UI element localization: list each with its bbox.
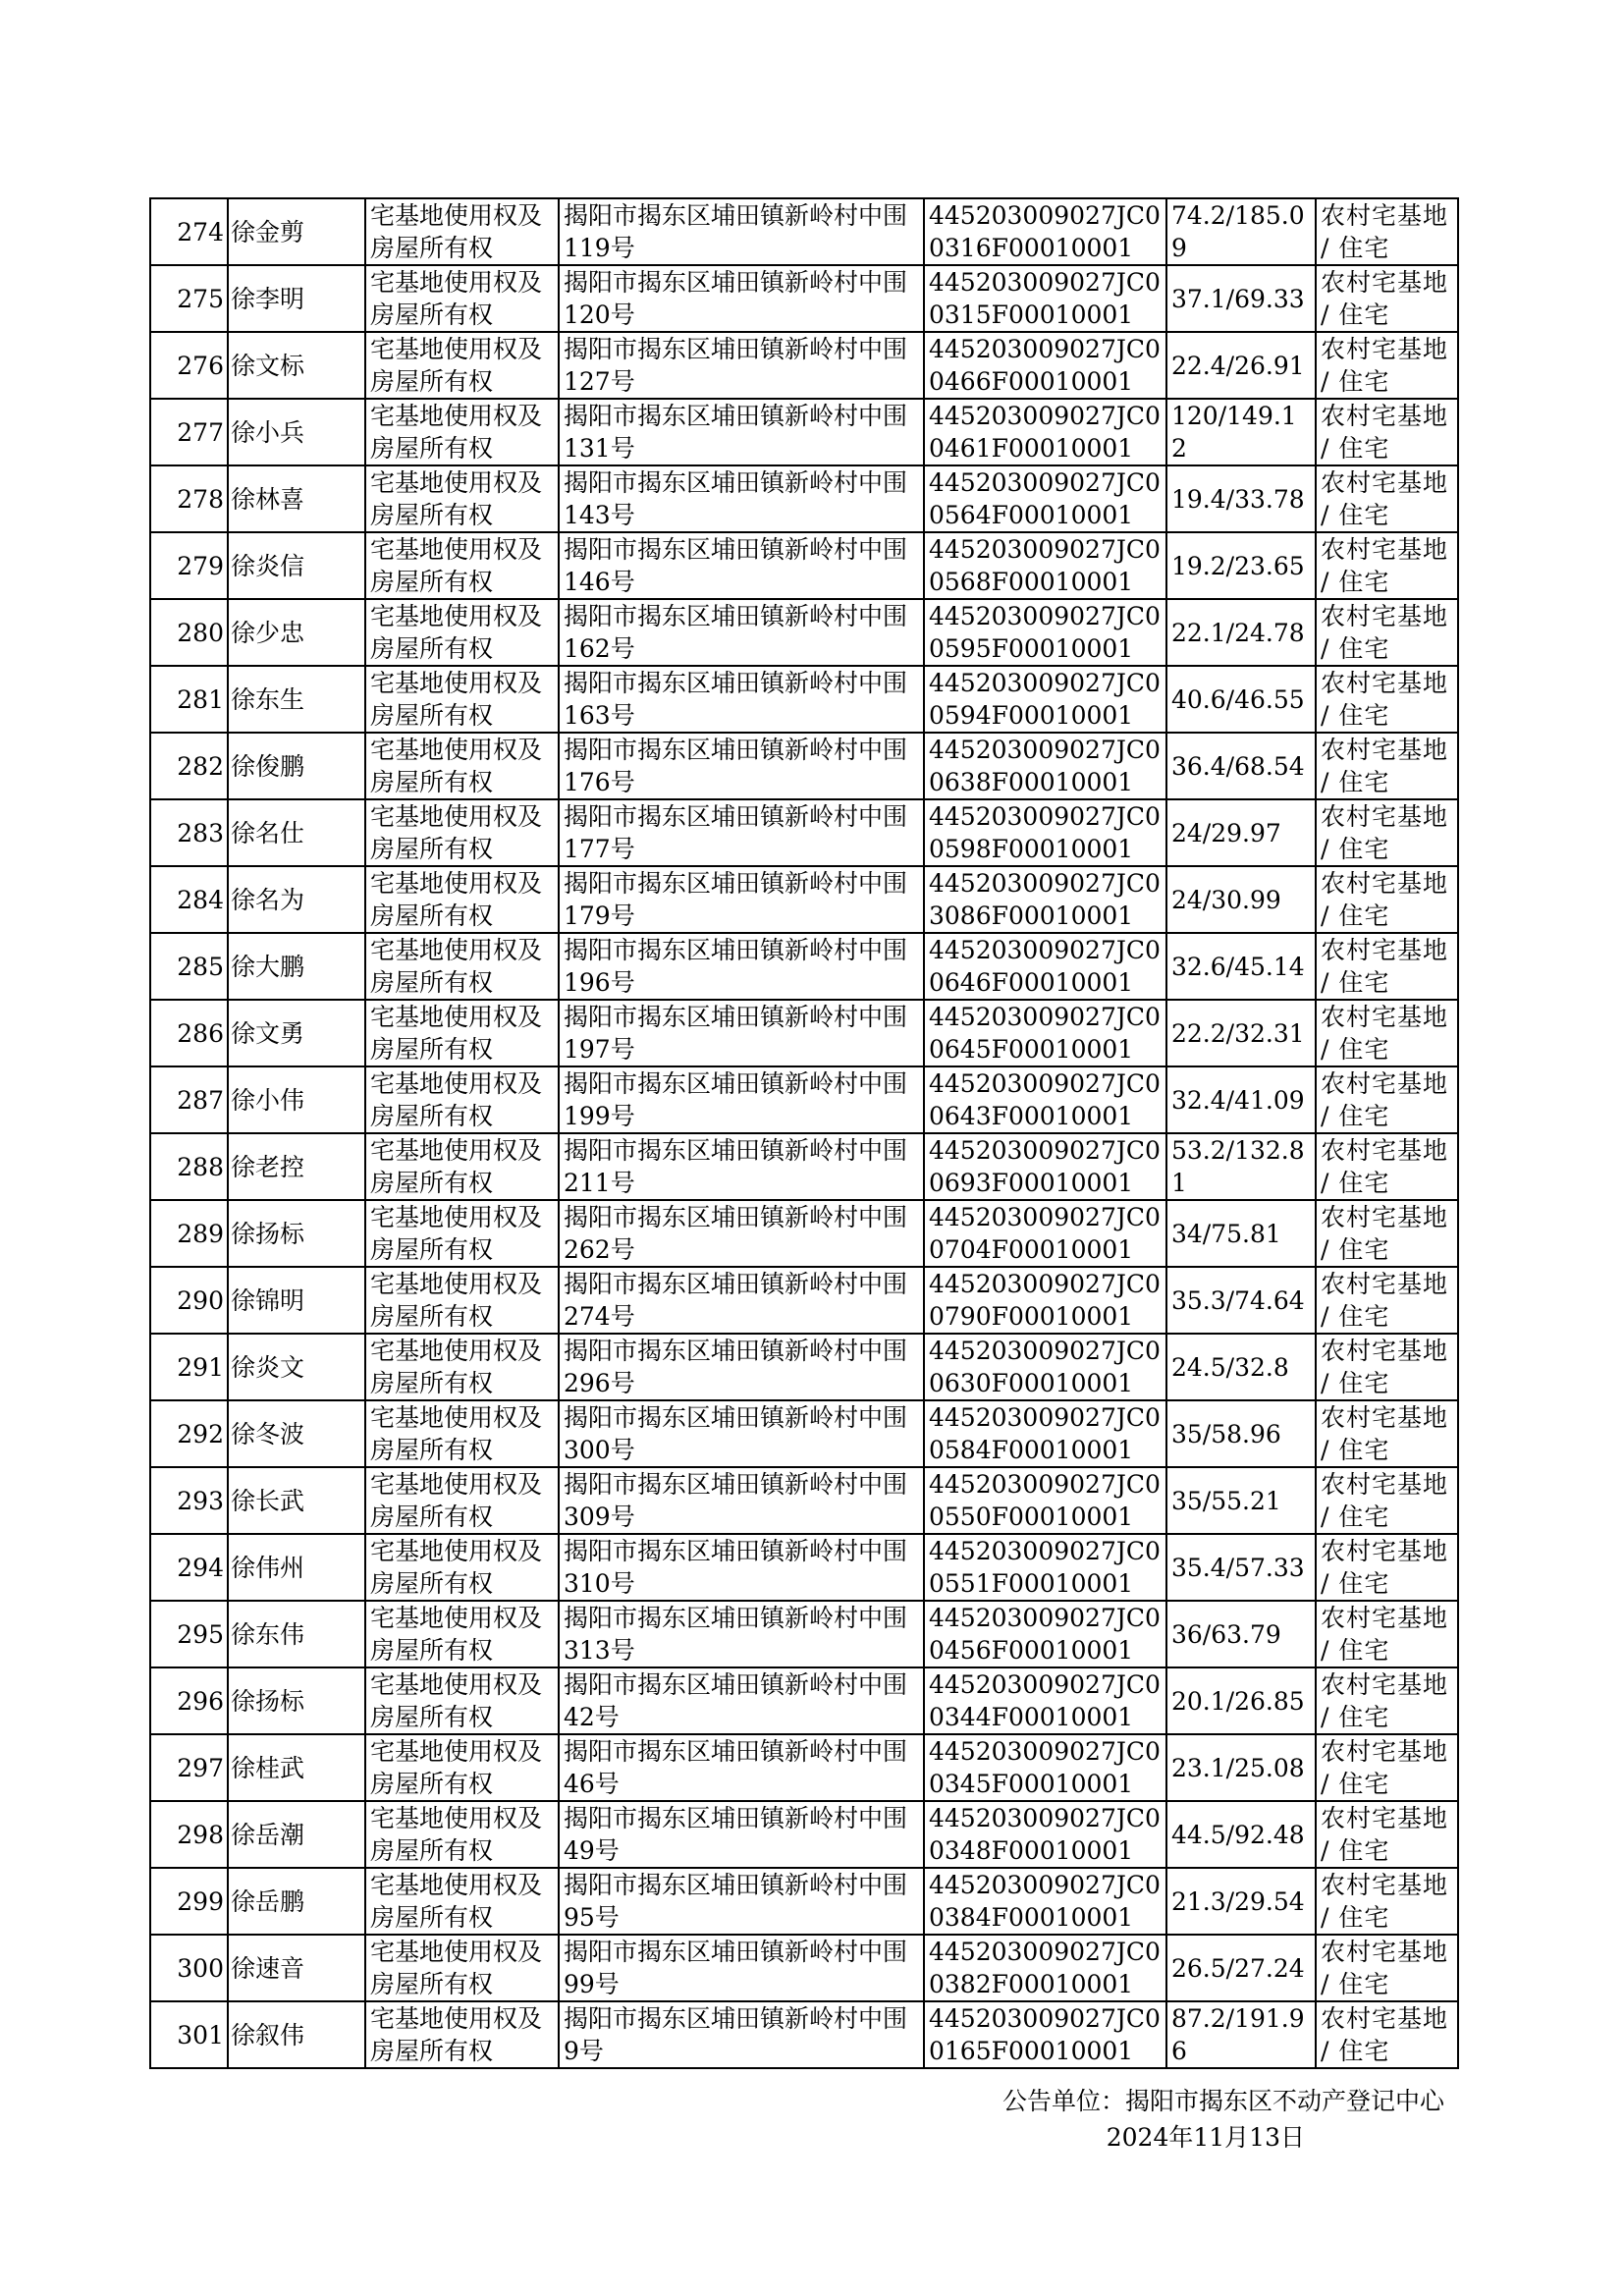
owner-name-cell: 徐岳鹏 bbox=[228, 1868, 365, 1935]
address-cell: 揭阳市揭东区埔田镇新岭村中围296号 bbox=[559, 1334, 924, 1400]
address-cell: 揭阳市揭东区埔田镇新岭村中围274号 bbox=[559, 1267, 924, 1334]
right-type-cell: 宅基地使用权及房屋所有权 bbox=[365, 332, 559, 399]
owner-name-cell: 徐小兵 bbox=[228, 399, 365, 465]
table-row bbox=[150, 733, 1458, 799]
area-cell: 36/63.79 bbox=[1166, 1601, 1316, 1667]
seq-cell: 285 bbox=[150, 933, 228, 1000]
area-cell: 26.5/27.24 bbox=[1166, 1935, 1316, 2001]
right-type-cell: 宅基地使用权及房屋所有权 bbox=[365, 1066, 559, 1133]
unit-code-cell: 445203009027JC00704F00010001 bbox=[924, 1200, 1166, 1267]
table-row bbox=[150, 1066, 1458, 1133]
table-row bbox=[150, 933, 1458, 1000]
owner-name-cell: 徐文标 bbox=[228, 332, 365, 399]
usage-cell: 农村宅基地 / 住宅 bbox=[1316, 1000, 1458, 1066]
unit-code-cell: 445203009027JC00790F00010001 bbox=[924, 1267, 1166, 1334]
unit-code-cell: 445203009027JC00466F00010001 bbox=[924, 332, 1166, 399]
seq-cell: 296 bbox=[150, 1667, 228, 1734]
table-row bbox=[150, 1667, 1458, 1734]
usage-cell: 农村宅基地 / 住宅 bbox=[1316, 866, 1458, 933]
unit-code-cell: 445203009027JC00316F00010001 bbox=[924, 198, 1166, 265]
right-type-cell: 宅基地使用权及房屋所有权 bbox=[365, 1734, 559, 1801]
area-cell: 37.1/69.33 bbox=[1166, 265, 1316, 332]
area-cell: 40.6/46.55 bbox=[1166, 666, 1316, 733]
unit-code-cell: 445203009027JC00584F00010001 bbox=[924, 1400, 1166, 1467]
seq-cell: 292 bbox=[150, 1400, 228, 1467]
address-cell: 揭阳市揭东区埔田镇新岭村中围313号 bbox=[559, 1601, 924, 1667]
address-cell: 揭阳市揭东区埔田镇新岭村中围119号 bbox=[559, 198, 924, 265]
table-row bbox=[150, 1467, 1458, 1534]
address-cell: 揭阳市揭东区埔田镇新岭村中围162号 bbox=[559, 599, 924, 666]
seq-cell: 301 bbox=[150, 2001, 228, 2068]
registry-table-body bbox=[150, 198, 1458, 2068]
unit-code-cell: 445203009027JC00638F00010001 bbox=[924, 733, 1166, 799]
unit-code-cell: 445203009027JC00643F00010001 bbox=[924, 1066, 1166, 1133]
right-type-cell: 宅基地使用权及房屋所有权 bbox=[365, 1801, 559, 1868]
seq-cell: 286 bbox=[150, 1000, 228, 1066]
owner-name-cell: 徐扬标 bbox=[228, 1200, 365, 1267]
usage-cell: 农村宅基地 / 住宅 bbox=[1316, 1601, 1458, 1667]
table-row bbox=[150, 1935, 1458, 2001]
owner-name-cell: 徐俊鹏 bbox=[228, 733, 365, 799]
table-row bbox=[150, 2001, 1458, 2068]
seq-cell: 283 bbox=[150, 799, 228, 866]
usage-cell: 农村宅基地 / 住宅 bbox=[1316, 1267, 1458, 1334]
right-type-cell: 宅基地使用权及房屋所有权 bbox=[365, 733, 559, 799]
announcing-unit: 公告单位：揭阳市揭东区不动产登记中心 bbox=[1001, 2087, 1444, 2115]
seq-cell: 290 bbox=[150, 1267, 228, 1334]
right-type-cell: 宅基地使用权及房屋所有权 bbox=[365, 1935, 559, 2001]
table-row bbox=[150, 1000, 1458, 1066]
seq-cell: 289 bbox=[150, 1200, 228, 1267]
unit-code-cell: 445203009027JC03086F00010001 bbox=[924, 866, 1166, 933]
unit-code-cell: 445203009027JC00551F00010001 bbox=[924, 1534, 1166, 1601]
seq-cell: 279 bbox=[150, 532, 228, 599]
unit-code-cell: 445203009027JC00315F00010001 bbox=[924, 265, 1166, 332]
address-cell: 揭阳市揭东区埔田镇新岭村中围310号 bbox=[559, 1534, 924, 1601]
right-type-cell: 宅基地使用权及房屋所有权 bbox=[365, 2001, 559, 2068]
usage-cell: 农村宅基地 / 住宅 bbox=[1316, 599, 1458, 666]
table-row bbox=[150, 666, 1458, 733]
area-cell: 22.1/24.78 bbox=[1166, 599, 1316, 666]
area-cell: 23.1/25.08 bbox=[1166, 1734, 1316, 1801]
seq-cell: 277 bbox=[150, 399, 228, 465]
right-type-cell: 宅基地使用权及房屋所有权 bbox=[365, 198, 559, 265]
right-type-cell: 宅基地使用权及房屋所有权 bbox=[365, 666, 559, 733]
owner-name-cell: 徐名仕 bbox=[228, 799, 365, 866]
address-cell: 揭阳市揭东区埔田镇新岭村中围120号 bbox=[559, 265, 924, 332]
right-type-cell: 宅基地使用权及房屋所有权 bbox=[365, 1601, 559, 1667]
seq-cell: 287 bbox=[150, 1066, 228, 1133]
area-cell: 74.2/185.09 bbox=[1166, 198, 1316, 265]
unit-code-cell: 445203009027JC00456F00010001 bbox=[924, 1601, 1166, 1667]
owner-name-cell: 徐东生 bbox=[228, 666, 365, 733]
address-cell: 揭阳市揭东区埔田镇新岭村中围146号 bbox=[559, 532, 924, 599]
table-row bbox=[150, 1534, 1458, 1601]
area-cell: 36.4/68.54 bbox=[1166, 733, 1316, 799]
usage-cell: 农村宅基地 / 住宅 bbox=[1316, 1066, 1458, 1133]
unit-code-cell: 445203009027JC00564F00010001 bbox=[924, 465, 1166, 532]
owner-name-cell: 徐大鹏 bbox=[228, 933, 365, 1000]
table-row bbox=[150, 332, 1458, 399]
usage-cell: 农村宅基地 / 住宅 bbox=[1316, 399, 1458, 465]
unit-code-cell: 445203009027JC00646F00010001 bbox=[924, 933, 1166, 1000]
address-cell: 揭阳市揭东区埔田镇新岭村中围211号 bbox=[559, 1133, 924, 1200]
right-type-cell: 宅基地使用权及房屋所有权 bbox=[365, 532, 559, 599]
seq-cell: 298 bbox=[150, 1801, 228, 1868]
right-type-cell: 宅基地使用权及房屋所有权 bbox=[365, 1400, 559, 1467]
right-type-cell: 宅基地使用权及房屋所有权 bbox=[365, 1200, 559, 1267]
unit-code-cell: 445203009027JC00568F00010001 bbox=[924, 532, 1166, 599]
address-cell: 揭阳市揭东区埔田镇新岭村中围176号 bbox=[559, 733, 924, 799]
seq-cell: 299 bbox=[150, 1868, 228, 1935]
table-row bbox=[150, 799, 1458, 866]
table-row bbox=[150, 1133, 1458, 1200]
seq-cell: 288 bbox=[150, 1133, 228, 1200]
owner-name-cell: 徐炎文 bbox=[228, 1334, 365, 1400]
unit-code-cell: 445203009027JC00344F00010001 bbox=[924, 1667, 1166, 1734]
table-row bbox=[150, 532, 1458, 599]
registry-table bbox=[149, 197, 1459, 2069]
right-type-cell: 宅基地使用权及房屋所有权 bbox=[365, 1334, 559, 1400]
unit-code-cell: 445203009027JC00645F00010001 bbox=[924, 1000, 1166, 1066]
owner-name-cell: 徐李明 bbox=[228, 265, 365, 332]
owner-name-cell: 徐伟州 bbox=[228, 1534, 365, 1601]
usage-cell: 农村宅基地 / 住宅 bbox=[1316, 532, 1458, 599]
right-type-cell: 宅基地使用权及房屋所有权 bbox=[365, 799, 559, 866]
unit-code-cell: 445203009027JC00550F00010001 bbox=[924, 1467, 1166, 1534]
table-row bbox=[150, 1601, 1458, 1667]
unit-code-cell: 445203009027JC00461F00010001 bbox=[924, 399, 1166, 465]
seq-cell: 294 bbox=[150, 1534, 228, 1601]
table-row bbox=[150, 198, 1458, 265]
table-row bbox=[150, 866, 1458, 933]
usage-cell: 农村宅基地 / 住宅 bbox=[1316, 1334, 1458, 1400]
owner-name-cell: 徐文勇 bbox=[228, 1000, 365, 1066]
right-type-cell: 宅基地使用权及房屋所有权 bbox=[365, 1667, 559, 1734]
area-cell: 53.2/132.81 bbox=[1166, 1133, 1316, 1200]
usage-cell: 农村宅基地 / 住宅 bbox=[1316, 2001, 1458, 2068]
seq-cell: 291 bbox=[150, 1334, 228, 1400]
seq-cell: 284 bbox=[150, 866, 228, 933]
right-type-cell: 宅基地使用权及房屋所有权 bbox=[365, 1868, 559, 1935]
seq-cell: 282 bbox=[150, 733, 228, 799]
address-cell: 揭阳市揭东区埔田镇新岭村中围127号 bbox=[559, 332, 924, 399]
area-cell: 20.1/26.85 bbox=[1166, 1667, 1316, 1734]
usage-cell: 农村宅基地 / 住宅 bbox=[1316, 799, 1458, 866]
right-type-cell: 宅基地使用权及房屋所有权 bbox=[365, 465, 559, 532]
address-cell: 揭阳市揭东区埔田镇新岭村中围95号 bbox=[559, 1868, 924, 1935]
right-type-cell: 宅基地使用权及房屋所有权 bbox=[365, 265, 559, 332]
address-cell: 揭阳市揭东区埔田镇新岭村中围309号 bbox=[559, 1467, 924, 1534]
address-cell: 揭阳市揭东区埔田镇新岭村中围179号 bbox=[559, 866, 924, 933]
usage-cell: 农村宅基地 / 住宅 bbox=[1316, 1534, 1458, 1601]
right-type-cell: 宅基地使用权及房屋所有权 bbox=[365, 399, 559, 465]
address-cell: 揭阳市揭东区埔田镇新岭村中围197号 bbox=[559, 1000, 924, 1066]
right-type-cell: 宅基地使用权及房屋所有权 bbox=[365, 1000, 559, 1066]
usage-cell: 农村宅基地 / 住宅 bbox=[1316, 733, 1458, 799]
unit-code-cell: 445203009027JC00384F00010001 bbox=[924, 1868, 1166, 1935]
seq-cell: 274 bbox=[150, 198, 228, 265]
address-cell: 揭阳市揭东区埔田镇新岭村中围49号 bbox=[559, 1801, 924, 1868]
area-cell: 87.2/191.96 bbox=[1166, 2001, 1316, 2068]
address-cell: 揭阳市揭东区埔田镇新岭村中围300号 bbox=[559, 1400, 924, 1467]
unit-code-cell: 445203009027JC00345F00010001 bbox=[924, 1734, 1166, 1801]
owner-name-cell: 徐速音 bbox=[228, 1935, 365, 2001]
owner-name-cell: 徐林喜 bbox=[228, 465, 365, 532]
owner-name-cell: 徐炎信 bbox=[228, 532, 365, 599]
seq-cell: 281 bbox=[150, 666, 228, 733]
right-type-cell: 宅基地使用权及房屋所有权 bbox=[365, 866, 559, 933]
owner-name-cell: 徐锦明 bbox=[228, 1267, 365, 1334]
usage-cell: 农村宅基地 / 住宅 bbox=[1316, 1935, 1458, 2001]
area-cell: 22.2/32.31 bbox=[1166, 1000, 1316, 1066]
area-cell: 34/75.81 bbox=[1166, 1200, 1316, 1267]
address-cell: 揭阳市揭东区埔田镇新岭村中围199号 bbox=[559, 1066, 924, 1133]
area-cell: 35.4/57.33 bbox=[1166, 1534, 1316, 1601]
table-row bbox=[150, 1334, 1458, 1400]
area-cell: 24/30.99 bbox=[1166, 866, 1316, 933]
usage-cell: 农村宅基地 / 住宅 bbox=[1316, 465, 1458, 532]
area-cell: 35.3/74.64 bbox=[1166, 1267, 1316, 1334]
address-cell: 揭阳市揭东区埔田镇新岭村中围143号 bbox=[559, 465, 924, 532]
seq-cell: 293 bbox=[150, 1467, 228, 1534]
owner-name-cell: 徐少忠 bbox=[228, 599, 365, 666]
area-cell: 24.5/32.8 bbox=[1166, 1334, 1316, 1400]
area-cell: 19.2/23.65 bbox=[1166, 532, 1316, 599]
right-type-cell: 宅基地使用权及房屋所有权 bbox=[365, 1133, 559, 1200]
area-cell: 120/149.12 bbox=[1166, 399, 1316, 465]
address-cell: 揭阳市揭东区埔田镇新岭村中围9号 bbox=[559, 2001, 924, 2068]
seq-cell: 275 bbox=[150, 265, 228, 332]
owner-name-cell: 徐东伟 bbox=[228, 1601, 365, 1667]
table-row bbox=[150, 465, 1458, 532]
table-row bbox=[150, 1734, 1458, 1801]
table-row bbox=[150, 399, 1458, 465]
usage-cell: 农村宅基地 / 住宅 bbox=[1316, 1734, 1458, 1801]
usage-cell: 农村宅基地 / 住宅 bbox=[1316, 1667, 1458, 1734]
right-type-cell: 宅基地使用权及房屋所有权 bbox=[365, 599, 559, 666]
address-cell: 揭阳市揭东区埔田镇新岭村中围99号 bbox=[559, 1935, 924, 2001]
area-cell: 24/29.97 bbox=[1166, 799, 1316, 866]
seq-cell: 280 bbox=[150, 599, 228, 666]
seq-cell: 276 bbox=[150, 332, 228, 399]
area-cell: 35/55.21 bbox=[1166, 1467, 1316, 1534]
announcement-date: 2024年11月13日 bbox=[1106, 2123, 1305, 2152]
table-row bbox=[150, 265, 1458, 332]
table-row bbox=[150, 1801, 1458, 1868]
right-type-cell: 宅基地使用权及房屋所有权 bbox=[365, 1534, 559, 1601]
address-cell: 揭阳市揭东区埔田镇新岭村中围131号 bbox=[559, 399, 924, 465]
address-cell: 揭阳市揭东区埔田镇新岭村中围46号 bbox=[559, 1734, 924, 1801]
usage-cell: 农村宅基地 / 住宅 bbox=[1316, 933, 1458, 1000]
table-row bbox=[150, 1400, 1458, 1467]
owner-name-cell: 徐桂武 bbox=[228, 1734, 365, 1801]
usage-cell: 农村宅基地 / 住宅 bbox=[1316, 198, 1458, 265]
unit-code-cell: 445203009027JC00594F00010001 bbox=[924, 666, 1166, 733]
area-cell: 32.4/41.09 bbox=[1166, 1066, 1316, 1133]
area-cell: 32.6/45.14 bbox=[1166, 933, 1316, 1000]
table-row bbox=[150, 1868, 1458, 1935]
area-cell: 44.5/92.48 bbox=[1166, 1801, 1316, 1868]
unit-code-cell: 445203009027JC00630F00010001 bbox=[924, 1334, 1166, 1400]
owner-name-cell: 徐金剪 bbox=[228, 198, 365, 265]
owner-name-cell: 徐岳潮 bbox=[228, 1801, 365, 1868]
table-row bbox=[150, 1200, 1458, 1267]
usage-cell: 农村宅基地 / 住宅 bbox=[1316, 332, 1458, 399]
usage-cell: 农村宅基地 / 住宅 bbox=[1316, 1467, 1458, 1534]
unit-code-cell: 445203009027JC00348F00010001 bbox=[924, 1801, 1166, 1868]
unit-code-cell: 445203009027JC00693F00010001 bbox=[924, 1133, 1166, 1200]
usage-cell: 农村宅基地 / 住宅 bbox=[1316, 265, 1458, 332]
unit-code-cell: 445203009027JC00598F00010001 bbox=[924, 799, 1166, 866]
address-cell: 揭阳市揭东区埔田镇新岭村中围177号 bbox=[559, 799, 924, 866]
usage-cell: 农村宅基地 / 住宅 bbox=[1316, 1801, 1458, 1868]
owner-name-cell: 徐冬波 bbox=[228, 1400, 365, 1467]
owner-name-cell: 徐小伟 bbox=[228, 1066, 365, 1133]
usage-cell: 农村宅基地 / 住宅 bbox=[1316, 1133, 1458, 1200]
seq-cell: 300 bbox=[150, 1935, 228, 2001]
address-cell: 揭阳市揭东区埔田镇新岭村中围196号 bbox=[559, 933, 924, 1000]
seq-cell: 278 bbox=[150, 465, 228, 532]
area-cell: 35/58.96 bbox=[1166, 1400, 1316, 1467]
area-cell: 21.3/29.54 bbox=[1166, 1868, 1316, 1935]
usage-cell: 农村宅基地 / 住宅 bbox=[1316, 666, 1458, 733]
unit-code-cell: 445203009027JC00165F00010001 bbox=[924, 2001, 1166, 2068]
right-type-cell: 宅基地使用权及房屋所有权 bbox=[365, 1467, 559, 1534]
usage-cell: 农村宅基地 / 住宅 bbox=[1316, 1400, 1458, 1467]
usage-cell: 农村宅基地 / 住宅 bbox=[1316, 1868, 1458, 1935]
area-cell: 22.4/26.91 bbox=[1166, 332, 1316, 399]
address-cell: 揭阳市揭东区埔田镇新岭村中围262号 bbox=[559, 1200, 924, 1267]
owner-name-cell: 徐名为 bbox=[228, 866, 365, 933]
unit-code-cell: 445203009027JC00595F00010001 bbox=[924, 599, 1166, 666]
owner-name-cell: 徐扬标 bbox=[228, 1667, 365, 1734]
owner-name-cell: 徐老控 bbox=[228, 1133, 365, 1200]
seq-cell: 297 bbox=[150, 1734, 228, 1801]
usage-cell: 农村宅基地 / 住宅 bbox=[1316, 1200, 1458, 1267]
address-cell: 揭阳市揭东区埔田镇新岭村中围163号 bbox=[559, 666, 924, 733]
right-type-cell: 宅基地使用权及房屋所有权 bbox=[365, 1267, 559, 1334]
address-cell: 揭阳市揭东区埔田镇新岭村中围42号 bbox=[559, 1667, 924, 1734]
right-type-cell: 宅基地使用权及房屋所有权 bbox=[365, 933, 559, 1000]
table-row bbox=[150, 599, 1458, 666]
seq-cell: 295 bbox=[150, 1601, 228, 1667]
owner-name-cell: 徐叙伟 bbox=[228, 2001, 365, 2068]
owner-name-cell: 徐长武 bbox=[228, 1467, 365, 1534]
unit-code-cell: 445203009027JC00382F00010001 bbox=[924, 1935, 1166, 2001]
area-cell: 19.4/33.78 bbox=[1166, 465, 1316, 532]
table-row bbox=[150, 1267, 1458, 1334]
